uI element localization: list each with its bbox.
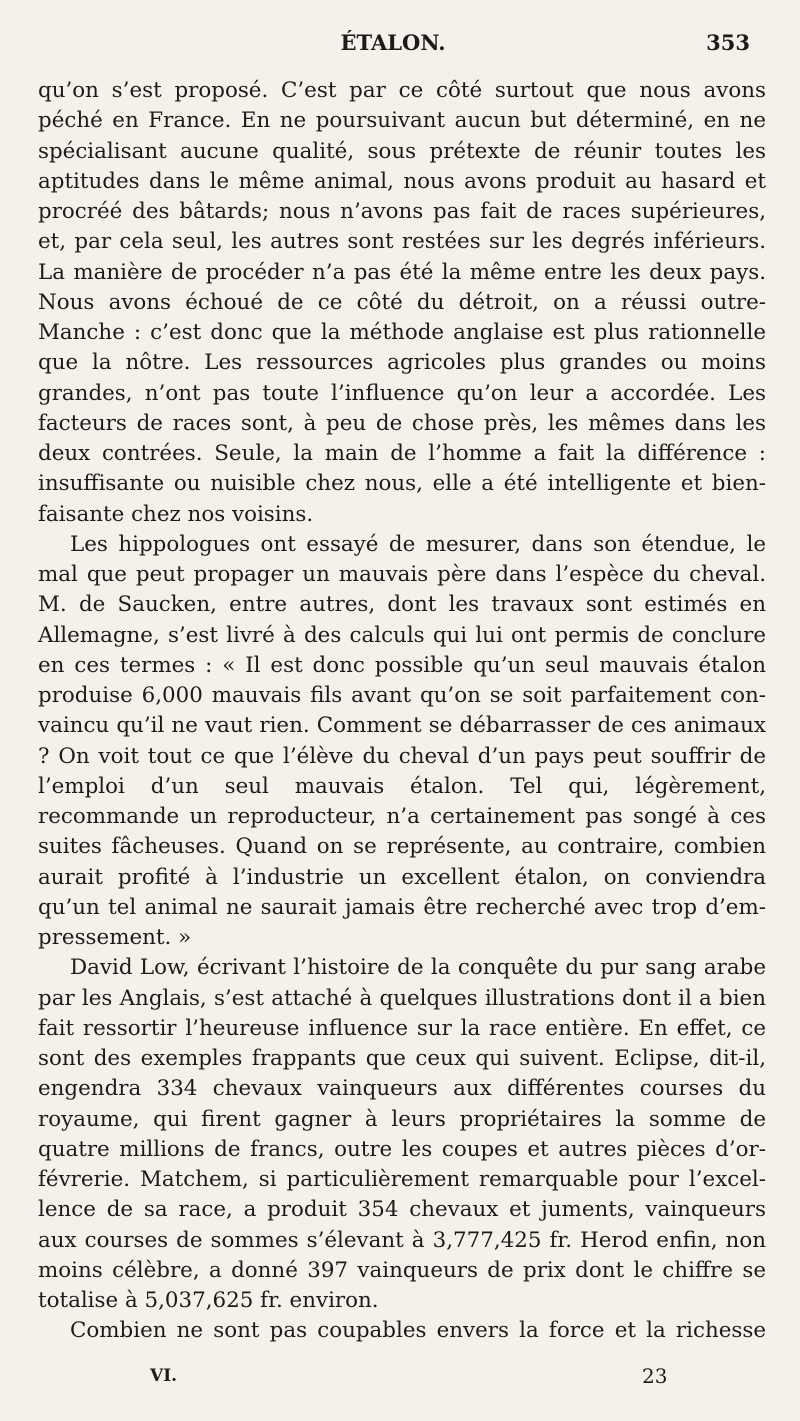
page-number: 353	[706, 30, 750, 55]
paragraph-combien: Combien ne sont pas coupables envers la force et la richesse	[70, 1318, 766, 1344]
body-text	[38, 76, 766, 1347]
paragraph-continued: qu’on s’est proposé. C’est par ce côté surtout que nous avons péché en France. En ne poursuivant aucun but déterminé, en ne spécialisant aucune qualité, sous prétexte de réunir toutes les aptitudes dans le même animal, nous avons produit au hasard et procréé des bâtards; nous n’avons pas fait de races supérieures, et, par cela seul, les autres sont restées sur les degrés inférieurs. La manière de procéder n’a pas été la même entre les deux pays. Nous avons échoué de ce côté du détroit, on a réussi outre-Manche : c’est donc que la méthode anglaise est plus rationnelle que la nôtre. Les ressources agricoles plus grandes ou moins grandes, n’ont pas toute l’influence qu’on leur a accordée. Les facteurs de races sont, à peu de chose près, les mêmes dans les deux contrées. Seule, la main de l’homme a fait la différence : insuffisante ou nuisible chez nous, elle a été intelligente et bienfaisante chez nos voisins.	[38, 78, 766, 527]
running-head	[36, 30, 750, 60]
sheet-number: 23	[642, 1364, 668, 1388]
page-footer	[38, 1364, 764, 1394]
paragraph-hippologues: Les hippologues ont essayé de mesurer, dans son étendue, le mal que peut propager un mauvais père dans l’espèce du cheval. M. de Saucken, entre autres, dont les travaux sont estimés en Allemagne, s’est livré à des calculs qui lui ont permis de conclure en ces termes : « Il est donc possible qu’un seul mauvais étalon produise 6,000 mauvais fils avant qu’on se soit parfaitement convaincu qu’il ne vaut rien. Comment se débarrasser de ces animaux ? On voit tout ce que l’élève du cheval d’un pays peut souffrir de l’emploi d’un seul mauvais étalon. Tel qui, légèrement, recommande un reproducteur, n’a certainement pas songé à ces suites fâcheuses. Quand on se représente, au contraire, combien aurait profité à l’industrie un excellent étalon, on conviendra qu’un tel animal ne saurait jamais être recherché avec trop d’empressement. »	[38, 531, 766, 950]
signature-mark: VI.	[150, 1366, 178, 1386]
paragraph-david-low: David Low, écrivant l’histoire de la conquête du pur sang arabe par les Anglais, s’est attaché à quelques illustrations dont il a bien fait ressortir l’heureuse influence sur la race entière. En effet, ce sont des exemples frappants que ceux qui suivent. Eclipse, dit-il, engendra 334 chevaux vainqueurs aux différentes courses du royaume, qui firent gagner à leurs propriétaires la somme de quatre millions de francs, outre les coupes et autres pièces d’orfévrerie. Matchem, si particulièrement remarquable pour l’excellence de sa race, a produit 354 chevaux et juments, vainqueurs aux courses de sommes s’élevant à 3,777,425 fr. Herod enfin, non moins célèbre, a donné 397 vainqueurs de prix dont le chiffre se totalise à 5,037,625 fr. environ.	[38, 955, 766, 1313]
running-title: ÉTALON.	[340, 30, 446, 55]
